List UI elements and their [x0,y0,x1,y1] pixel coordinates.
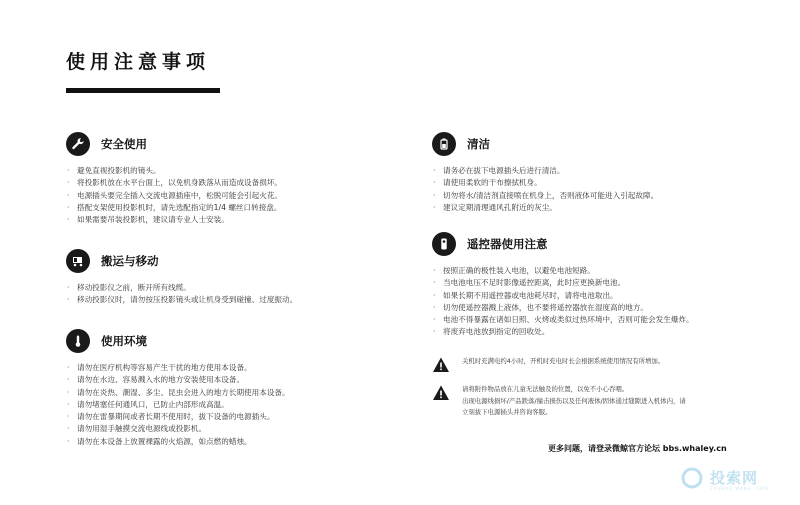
wrench-icon [66,132,90,156]
warning-text: 出现电源线损坏/产品跌落/撞击损伤以及任何液体/固体通过缝隙进入机体内，请 [462,396,686,405]
section-environment [66,329,290,448]
section-cleaning [432,132,658,214]
list-item: · 避免直视投影机的镜头。 [66,165,282,177]
list-item: · 搭配支架使用投影机时，请先选配指定的1/4 螺丝口转接盘。 [66,202,282,214]
list-item: · 按照正确的极性装入电池，以避免电池短路。 [432,265,694,277]
section-title: 安全使用 [101,137,147,151]
list-item: · 当电池电压不足时影像遥控距离，此时应更换新电池。 [432,277,694,289]
watermark-logo: 投索网 TOUSUO WANG .COM [680,466,780,494]
thermometer-icon [66,329,90,353]
list-item: · 建议定期清理通风孔附近的灰尘。 [432,202,658,214]
warning-icon [432,384,450,402]
list-item: · 请勿在雷暴期间或者长期不使用时，拔下设备的电源插头。 [66,411,290,423]
section-safety [66,132,282,226]
remote-control-icon [432,232,456,256]
warning-icon [432,356,450,374]
list-item: · 请勿堵塞任何通风口，已防止内部形成高温。 [66,399,290,411]
forum-link-text: 更多问题，请登录微鲸官方论坛 bbs.whaley.cn [548,444,727,453]
cart-icon [66,249,90,273]
warning-text: 请将附件物品放在儿童无法触及的位置，以免不小心吞咽。 [462,385,629,393]
list-item: · 切勿将水/清洁剂直接喷在机身上，否则液体可能进入引起故障。 [432,190,658,202]
section-title: 遥控器使用注意 [467,237,548,251]
list-item: · 请使用柔软的干布擦拭机身。 [432,177,658,189]
warning-note [432,356,664,374]
list-item: · 如果长期不用遥控器或电池耗尽时，请将电池取出。 [432,290,694,302]
list-item: · 请勿用湿手触摸交流电源线或投影机。 [66,423,290,435]
list-item: · 电池不得暴露在诸如日照、火烤或类似过热环境中，否则可能会发生爆炸。 [432,314,694,326]
list-item: · 移动投影仪时，请勿按压投影镜头或让机身受到碰撞、过度振动。 [66,294,297,306]
page-title: 使用注意事项 [66,51,211,73]
section-title: 搬运与移动 [101,254,159,268]
list-item: · 将废弃电池放到指定的回收处。 [432,326,694,338]
list-item: · 请勿在本设备上放置裸露的火焰源，如点燃的蜡烛。 [66,436,290,448]
list-item: · 请务必在拔下电源插头后进行清洁。 [432,165,658,177]
list-item: · 移动投影仪之前，断开所有线缆。 [66,282,297,294]
section-moving [66,249,297,307]
section-title: 使用环境 [101,334,147,348]
list-item: · 电源插头要完全插入交流电源插座中，松脱可能会引起火花。 [66,190,282,202]
list-item: · 如果需要吊装投影机，建议请专业人士安装。 [66,214,282,226]
list-item: · 请勿在医疗机构等容易产生干扰的地方使用本设备。 [66,362,290,374]
section-remote [432,232,694,339]
warning-text: 关机时充满电约4小时，开机时充电时长会根据系统使用情况有所增加。 [462,357,665,365]
warning-text: 立刻拔下电源插头并咨询客服。 [462,408,552,416]
battery-icon [432,132,456,156]
magnifier-icon [680,466,706,492]
list-item: · 切勿使遥控器溅上液体，也不要将遥控器放在湿度高的地方。 [432,302,694,314]
title-underline [66,88,220,93]
list-item: · 请勿在炎热、潮湿、多尘、昆虫会进入的地方长期使用本设备。 [66,387,290,399]
warning-note [432,384,686,419]
list-item: · 请勿在水边、容易溅入水的地方安装使用本设备。 [66,374,290,386]
list-item: · 将投影机放在水平台面上，以免机身跌落从而造成设备损坏。 [66,177,282,189]
section-title: 清洁 [467,137,490,151]
